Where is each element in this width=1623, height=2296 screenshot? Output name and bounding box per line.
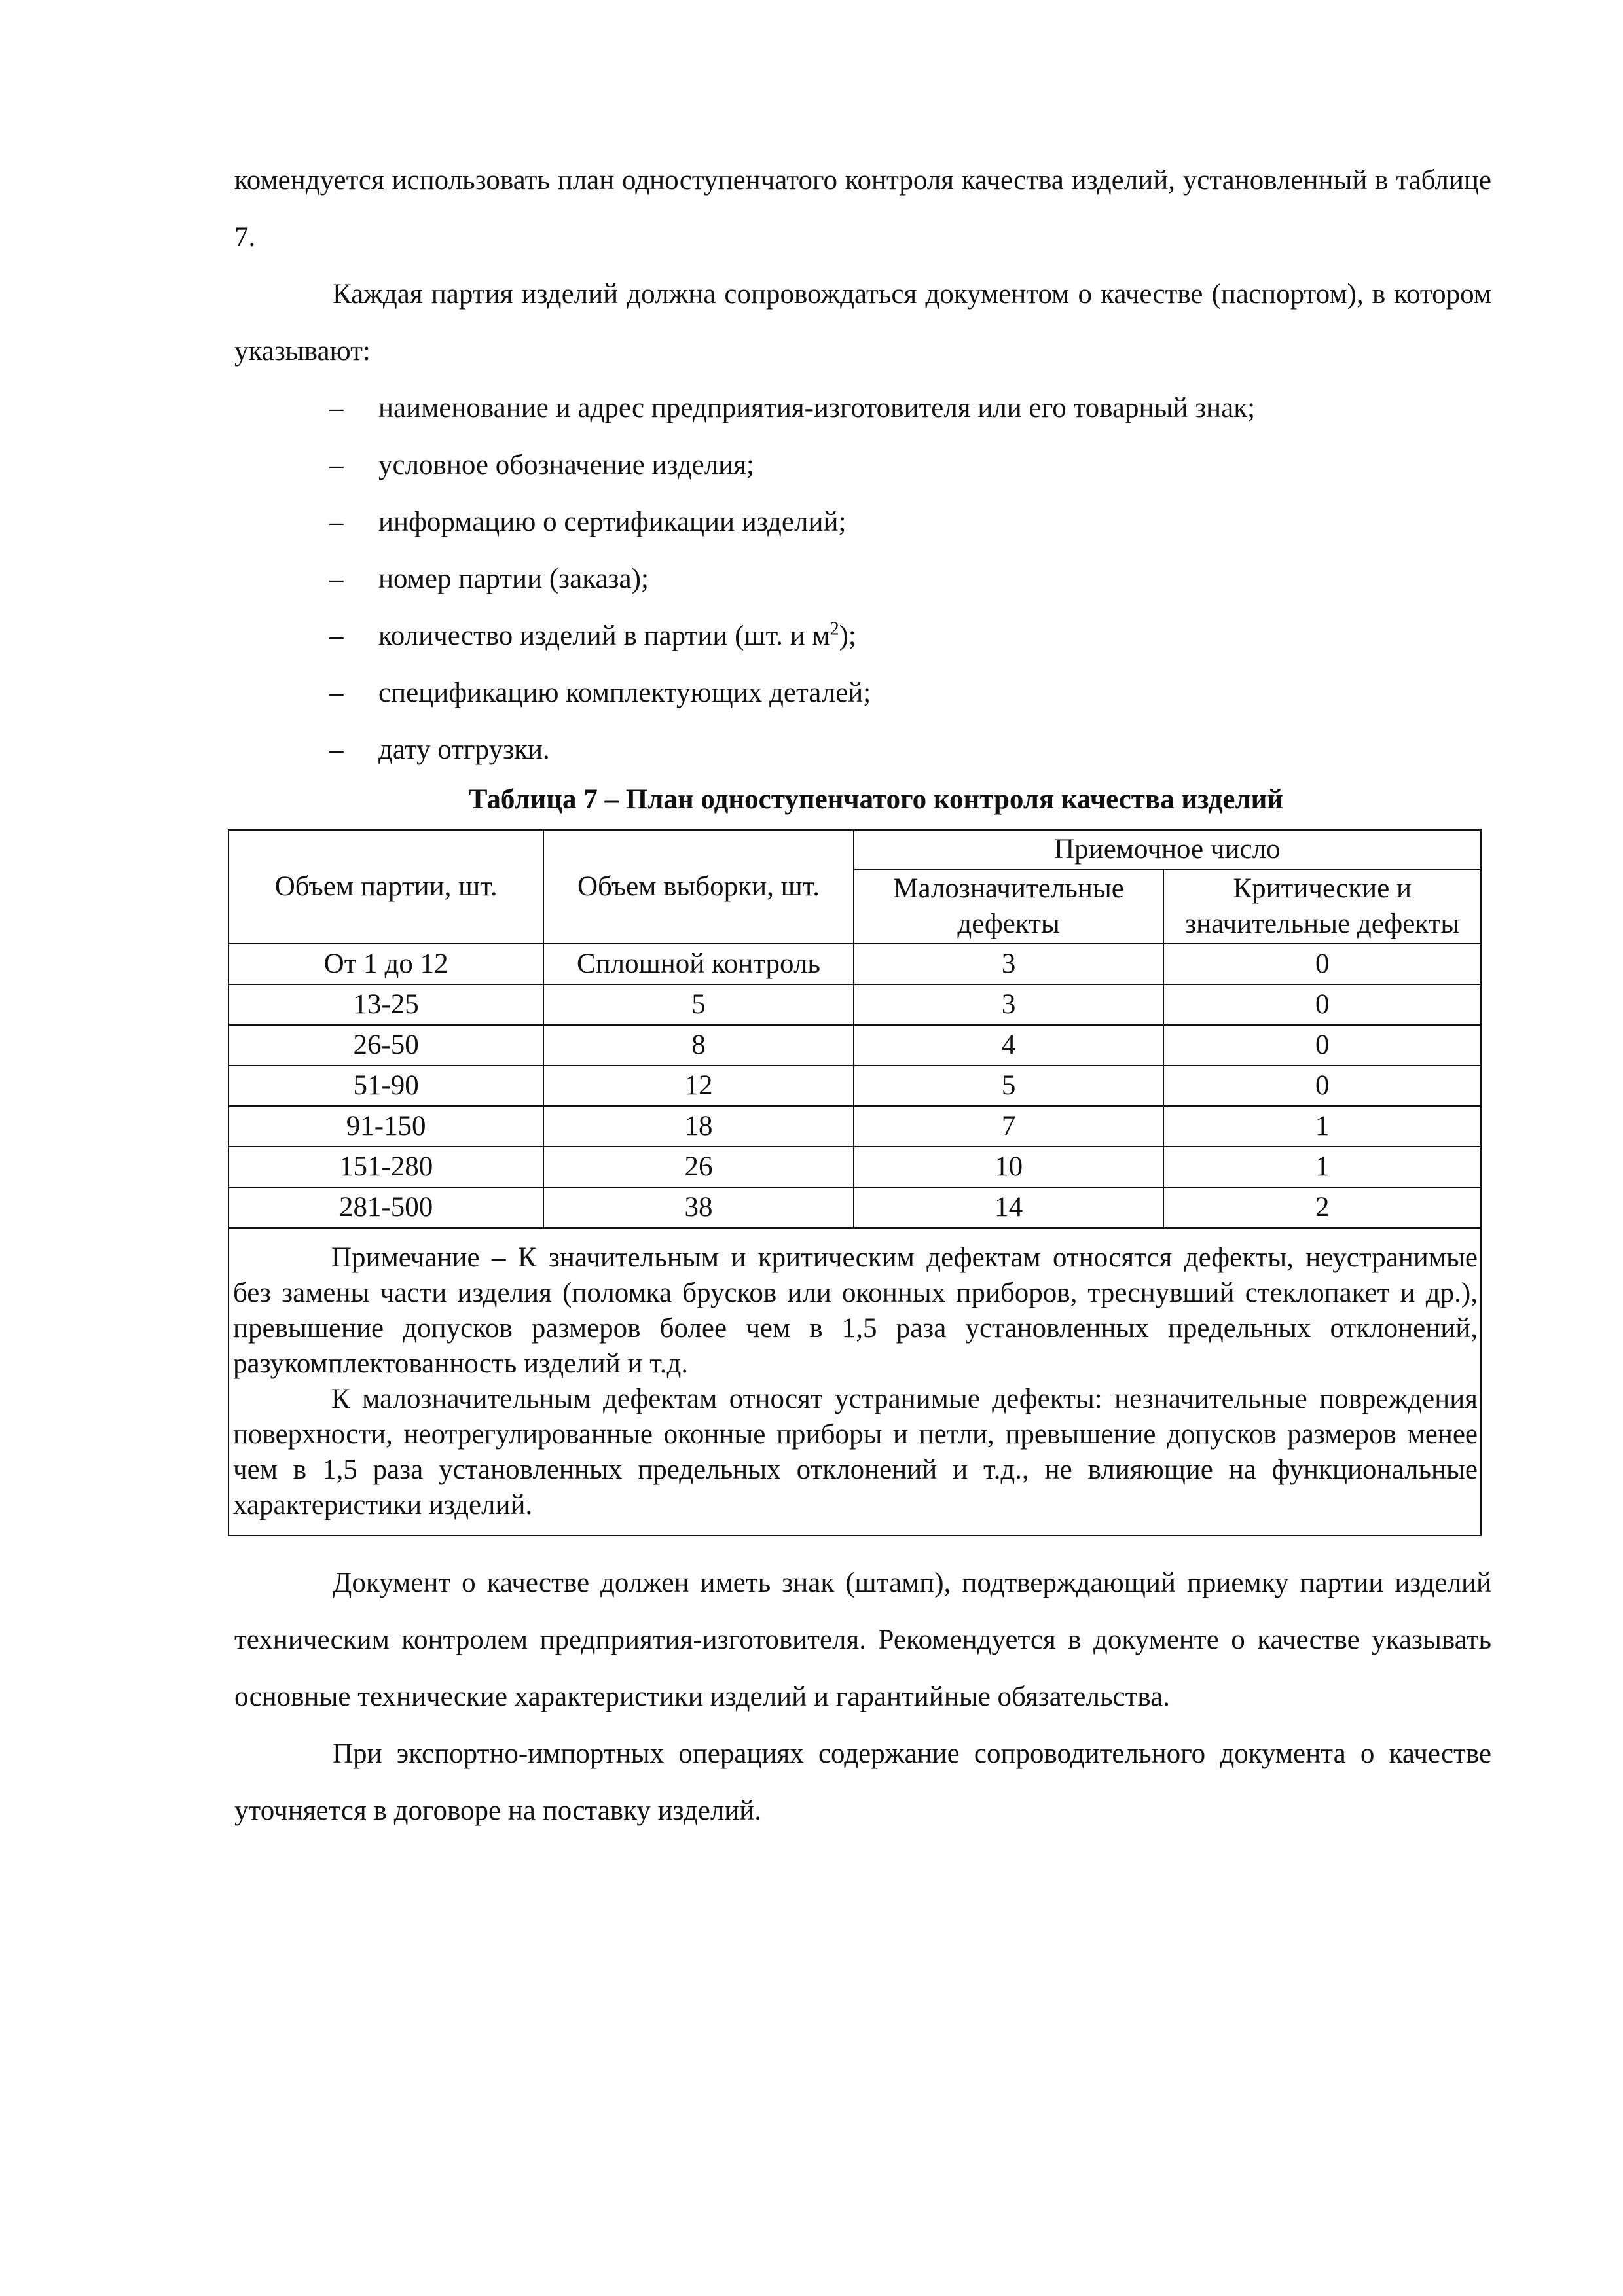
passport-items-list [234, 380, 1491, 778]
closing-paragraph-1: Документ о качестве должен иметь знак (штамп), подтверждающий приемку партии изделий техническим контролем предприятия-изготовителя. Рекомендуется в документе о качестве указывать основные технические характеристики изделий и гарантийные обязательства. [234, 1568, 1491, 1712]
list-item: – информацию о сертификации изделий; [234, 493, 1491, 550]
superscript: 2 [830, 619, 839, 639]
document-page [234, 152, 1491, 1839]
dash-marker: – [329, 450, 344, 480]
note-paragraph-2: К малозначительным дефектам относят устранимые дефекты: незначительные повреждения поверхности, неотрегулированные оконные приборы и петли, превышение допусков размеров менее чем в 1,5 раза установленных предельных отклонений и т.д., не влияющие на функциональные характеристики изделий. [233, 1384, 1478, 1520]
table-cell: 1 [1163, 1106, 1481, 1147]
table-caption: Таблица 7 – План одноступенчатого контроля качества изделий [468, 784, 1284, 815]
list-item: – количество изделий в партии (шт. и $м^2$); [234, 607, 1491, 664]
table-cell: 0 [1163, 944, 1481, 984]
table-cell: 26-50 [228, 1025, 543, 1066]
list-item: – дату отгрузки. [234, 721, 1491, 778]
table-cell: 10 [854, 1147, 1164, 1187]
table-cell: 26 [543, 1147, 853, 1187]
table-cell: 151-280 [228, 1147, 543, 1187]
list-item: – спецификацию комплектующих деталей; [234, 664, 1491, 721]
intro-paragraph-1: комендуется использовать план одноступенчатого контроля качества изделий, установленный в таблице 7. [234, 165, 1491, 253]
header-minor-defects: Малозначительные дефекты [854, 869, 1164, 944]
table-row [228, 1187, 1481, 1228]
table-note [228, 1228, 1481, 1535]
table-cell: 4 [854, 1025, 1164, 1066]
table-cell: От 1 до 12 [228, 944, 543, 984]
quality-control-table [228, 829, 1482, 1536]
note-paragraph-1: Примечание – К значительным и критическим дефектам относятся дефекты, неустранимые без замены части изделия (поломка брусков или оконных приборов, треснувший стеклопакет и др.), превышение допусков размеров более чем в 1,5 раза установленных предельных отклонений, разукомплектованность изделий и т.д. [233, 1242, 1478, 1379]
dash-marker: – [329, 393, 344, 423]
table-cell: 2 [1163, 1187, 1481, 1228]
intro-paragraph-2: Каждая партия изделий должна сопровождаться документом о качестве (паспортом), в котором указывают: [234, 279, 1491, 367]
table-cell: 5 [854, 1066, 1164, 1106]
list-item: – условное обозначение изделия; [234, 437, 1491, 493]
table-note-row [228, 1228, 1481, 1535]
table-row [228, 984, 1481, 1025]
header-critical-defects: Критические и значительные дефекты [1163, 869, 1481, 944]
dash-marker: – [329, 734, 344, 765]
table-row [228, 944, 1481, 984]
table-cell: 1 [1163, 1147, 1481, 1187]
table-cell: 7 [854, 1106, 1164, 1147]
dash-marker: – [329, 620, 344, 651]
header-lot-size: Объем партии, шт. [228, 830, 543, 944]
table-cell: 3 [854, 984, 1164, 1025]
table-cell: 91-150 [228, 1106, 543, 1147]
table-cell: 38 [543, 1187, 853, 1228]
table-row [228, 1147, 1481, 1187]
table-cell: 14 [854, 1187, 1164, 1228]
dash-marker: – [329, 564, 344, 594]
table-cell: 0 [1163, 1025, 1481, 1066]
table-cell: 281-500 [228, 1187, 543, 1228]
list-item: – номер партии (заказа); [234, 550, 1491, 607]
table-cell: 0 [1163, 984, 1481, 1025]
header-sample-size: Объем выборки, шт. [543, 830, 853, 944]
table-cell: 18 [543, 1106, 853, 1147]
table-row [228, 1106, 1481, 1147]
dash-marker: – [329, 507, 344, 537]
dash-marker: – [329, 677, 344, 708]
header-acceptance-number: Приемочное число [854, 830, 1481, 869]
table-cell: 5 [543, 984, 853, 1025]
table-cell: 8 [543, 1025, 853, 1066]
table-row [228, 1025, 1481, 1066]
table-cell: 12 [543, 1066, 853, 1106]
table-row [228, 1066, 1481, 1106]
table-cell: 13-25 [228, 984, 543, 1025]
table-cell: 51-90 [228, 1066, 543, 1106]
closing-paragraph-2: При экспортно-импортных операциях содержание сопроводительного документа о качестве уточняется в договоре на поставку изделий. [234, 1738, 1491, 1826]
table-header-row [228, 830, 1481, 869]
table-cell: 0 [1163, 1066, 1481, 1106]
table-cell: 3 [854, 944, 1164, 984]
table-cell: Сплошной контроль [543, 944, 853, 984]
list-item: – наименование и адрес предприятия-изготовителя или его товарный знак; [234, 380, 1491, 437]
